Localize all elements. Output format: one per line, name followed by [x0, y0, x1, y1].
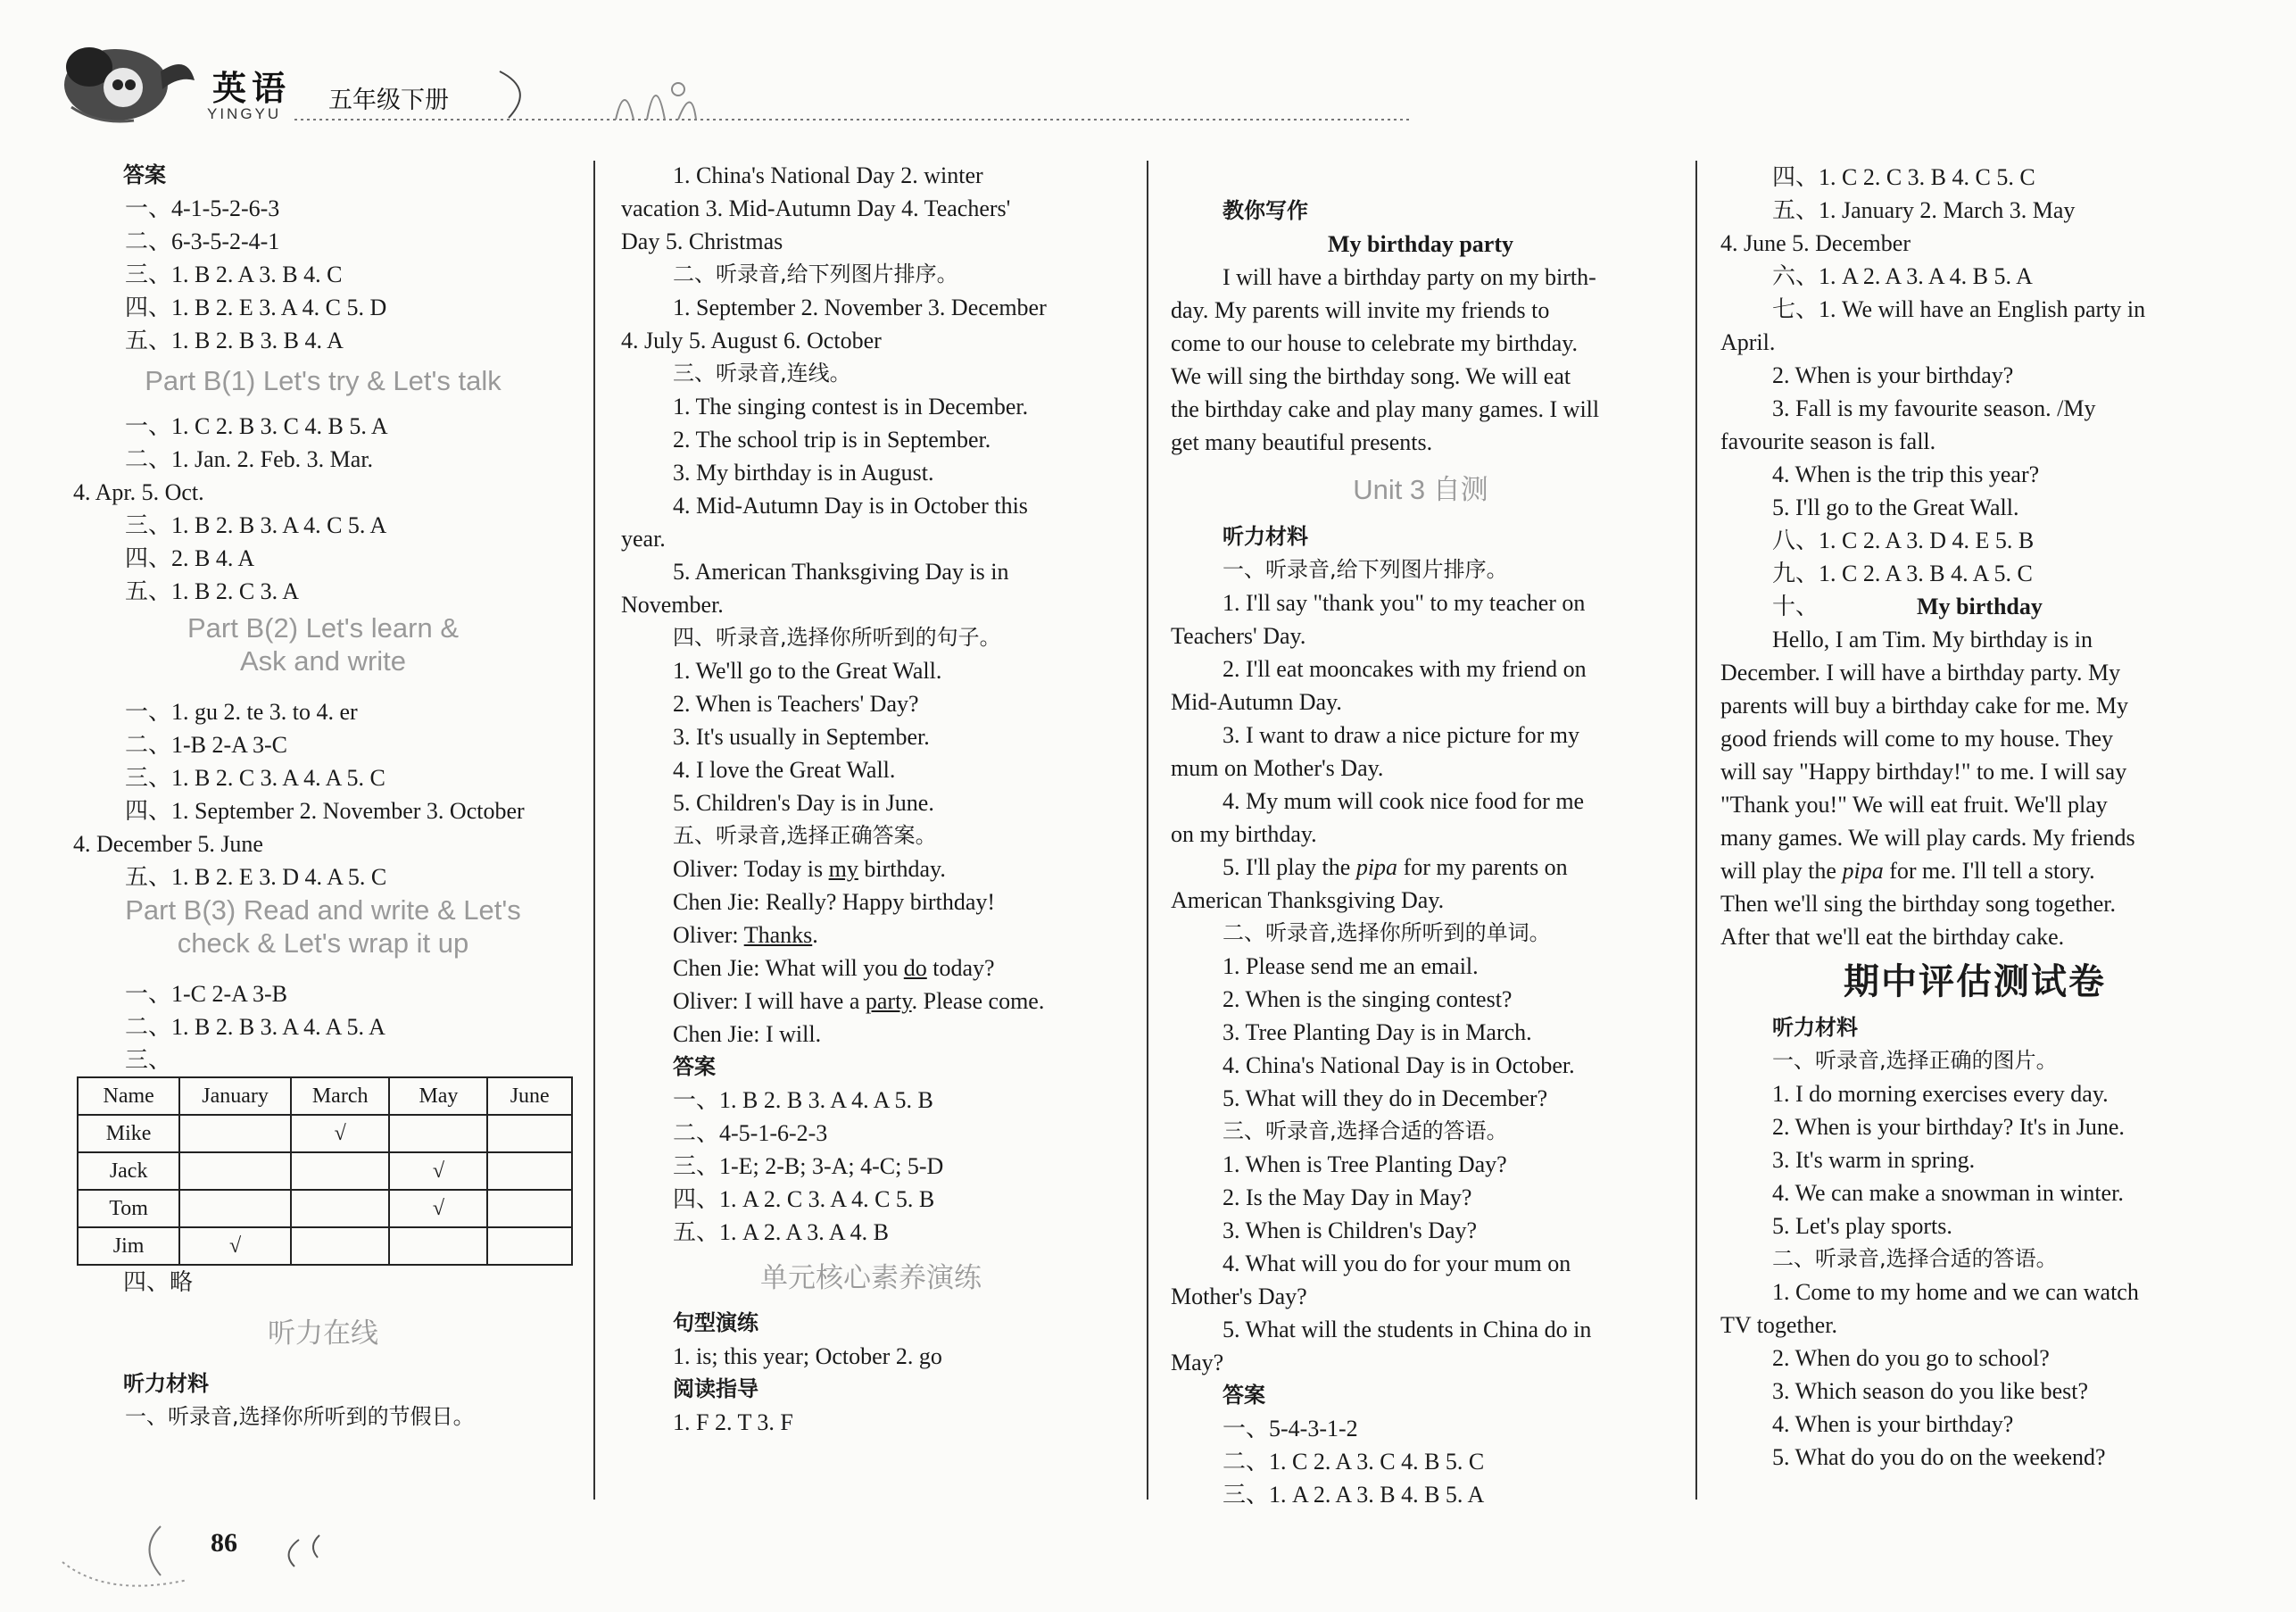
- text-line: 3. Which season do you like best?: [1772, 1378, 2089, 1404]
- section-title-core: 单元核心素养演练: [760, 1262, 982, 1293]
- table-cell-name: Jim: [78, 1227, 179, 1265]
- text-line: 5. American Thanksgiving Day is in: [673, 559, 1009, 585]
- answer-line: 一、1. C 2. B 3. C 4. B 5. A: [125, 413, 388, 439]
- text-line: 1. Please send me an email.: [1223, 953, 1479, 979]
- table-header-row: [78, 1077, 572, 1115]
- text-line: 三、听录音,连线。: [673, 361, 851, 386]
- answer-line: 二、1. C 2. A 3. C 4. B 5. C: [1223, 1449, 1485, 1475]
- text-line: 4. When is your birthday?: [1772, 1411, 2014, 1437]
- underlined-word: Thanks: [743, 922, 813, 948]
- text-part: for me. I'll tell a story.: [1883, 858, 2095, 884]
- essay-line: parents will buy a birthday cake for me. My: [1720, 693, 2129, 719]
- essay-line: good friends will come to my house. They: [1720, 726, 2114, 752]
- answer-line: 3. Fall is my favourite season. /My: [1772, 395, 2096, 421]
- answers-heading: 答案: [123, 162, 166, 187]
- essay-line: will say "Happy birthday!" to me. I will say: [1720, 759, 2127, 785]
- column-divider: [593, 161, 595, 1500]
- answer-line: 四、2. B 4. A: [125, 545, 255, 571]
- dialogue-line: Chen Jie: Really? Happy birthday!: [673, 889, 996, 915]
- text-line: 1. September 2. November 3. December: [673, 295, 1047, 320]
- answer-line: 三、1-E; 2-B; 3-A; 4-C; 5-D: [673, 1153, 944, 1179]
- section-title-part-b3-sub: check & Let's wrap it up: [177, 927, 469, 959]
- dialogue-text: today?: [926, 955, 995, 981]
- dialogue-line: Chen Jie: I will.: [673, 1021, 822, 1047]
- text-line: Mid-Autumn Day.: [1171, 689, 1342, 715]
- answer-line: 4. June 5. December: [1720, 230, 1911, 256]
- text-line: 2. When do you go to school?: [1772, 1345, 2050, 1371]
- answer-line: 1. F 2. T 3. F: [673, 1409, 793, 1435]
- essay-line: Then we'll sing the birthday song together.: [1720, 891, 2116, 917]
- table-cell: √: [389, 1152, 487, 1190]
- text-line: 3. I want to draw a nice picture for my: [1223, 722, 1579, 748]
- answer-line: April.: [1720, 329, 1776, 355]
- answer-line: 八、1. C 2. A 3. D 4. E 5. B: [1772, 528, 2035, 553]
- reading-heading: 阅读指导: [673, 1376, 758, 1401]
- underlined-word: party: [865, 988, 912, 1014]
- answer-line: [1720, 590, 2229, 623]
- answer-line: 四、1. A 2. C 3. A 4. C 5. B: [673, 1186, 935, 1212]
- dialogue-text: Chen Jie: What will you: [673, 955, 904, 981]
- underlined-word: do: [903, 955, 927, 981]
- page-header: [0, 0, 2296, 143]
- essay-title: My birthday party: [1328, 231, 1513, 257]
- drill-heading: 句型演练: [673, 1310, 758, 1335]
- midterm-title: 期中评估测试卷: [1844, 961, 2106, 1002]
- answer-line: favourite season is fall.: [1720, 428, 1936, 454]
- text-line: 3. Tree Planting Day is in March.: [1223, 1019, 1532, 1045]
- text-line: 5. What will the students in China do in: [1223, 1317, 1592, 1342]
- table-cell: [487, 1115, 572, 1152]
- essay-title: My birthday: [1917, 594, 2043, 619]
- text-line: 5. What will they do in December?: [1223, 1085, 1548, 1111]
- text-line: 2. Is the May Day in May?: [1223, 1184, 1472, 1210]
- listening-heading: 听力材料: [1772, 1015, 1858, 1040]
- answer-line: 一、1-C 2-A 3-B: [125, 981, 288, 1007]
- answers-heading: 答案: [673, 1054, 716, 1079]
- answer-line: 三、1. A 2. A 3. B 4. B 5. A: [1223, 1482, 1485, 1508]
- answer-line: 三、1. B 2. A 3. B 4. C: [125, 262, 343, 287]
- essay-line: come to our house to celebrate my birthday.: [1171, 330, 1579, 356]
- table-header-cell: May: [389, 1077, 487, 1115]
- listening-heading: 听力材料: [1223, 524, 1308, 549]
- dialogue-line: [621, 985, 1121, 1018]
- text-line: 3. It's usually in September.: [673, 724, 930, 750]
- text-line: 1. Come to my home and we can watch: [1772, 1279, 2139, 1305]
- dialogue-line: [621, 852, 1121, 885]
- essay-line: We will sing the birthday song. We will eat: [1171, 363, 1571, 389]
- text-line: Day 5. Christmas: [621, 229, 783, 254]
- table-cell: [179, 1190, 291, 1227]
- essay-line: After that we'll eat the birthday cake.: [1720, 924, 2065, 950]
- answer-line: 三、1. B 2. C 3. A 4. A 5. C: [125, 765, 385, 791]
- table-row: [78, 1115, 572, 1152]
- essay-line: day. My parents will invite my friends to: [1171, 297, 1550, 323]
- text-line: [1171, 851, 1670, 884]
- section-title-part-b2-sub: Ask and write: [239, 645, 407, 677]
- answer-number: 十、: [1772, 594, 1819, 619]
- section-title-part-b1: Part B(1) Let's try & Let's talk: [145, 365, 501, 396]
- text-line: 4. Mid-Autumn Day is in October this: [673, 493, 1028, 519]
- answers-heading: 答案: [1223, 1383, 1265, 1408]
- text-line: 2. The school trip is in September.: [673, 427, 991, 453]
- dialogue-text: Oliver: I will have a: [673, 988, 866, 1014]
- table-cell: √: [291, 1115, 390, 1152]
- text-line: 二、听录音,选择你所听到的单词。: [1223, 920, 1551, 945]
- answer-line: 四、略: [123, 1269, 194, 1295]
- listening-heading: 听力材料: [123, 1371, 209, 1396]
- birthday-month-table: [77, 1076, 573, 1266]
- mascot-logo-icon: [62, 36, 196, 134]
- table-cell: [179, 1152, 291, 1190]
- section-title-part-b3: Part B(3) Read and write & Let's: [125, 894, 521, 926]
- text-line: May?: [1171, 1350, 1224, 1375]
- column-4: [1720, 161, 2229, 1474]
- text-line: year.: [621, 526, 666, 552]
- text-part: for my parents on: [1397, 854, 1568, 880]
- answer-line: 五、1. A 2. A 3. A 4. B: [673, 1219, 889, 1245]
- text-line: mum on Mother's Day.: [1171, 755, 1384, 781]
- answer-line: 九、1. C 2. A 3. B 4. A 5. C: [1772, 561, 2033, 586]
- text-line: 4. July 5. August 6. October: [621, 328, 882, 353]
- table-row: [78, 1190, 572, 1227]
- text-line: American Thanksgiving Day.: [1171, 887, 1445, 913]
- text-line: 5. Let's play sports.: [1772, 1213, 1952, 1239]
- text-line: 2. When is your birthday? It's in June.: [1772, 1114, 2125, 1140]
- text-line: TV together.: [1720, 1312, 1837, 1338]
- answer-line: 三、1. B 2. B 3. A 4. C 5. A: [125, 512, 387, 538]
- column-2: [621, 159, 1121, 1439]
- answer-line: 三、: [125, 1047, 172, 1073]
- answer-line: 4. When is the trip this year?: [1772, 461, 2040, 487]
- essay-line: [1720, 854, 2229, 887]
- text-line: 四、听录音,选择你所听到的句子。: [673, 625, 1001, 650]
- text-line: 1. When is Tree Planting Day?: [1223, 1151, 1507, 1177]
- table-row: [78, 1227, 572, 1265]
- answer-line: 一、1. B 2. B 3. A 4. A 5. B: [673, 1087, 933, 1113]
- essay-line: get many beautiful presents.: [1171, 429, 1433, 455]
- text-line: 一、听录音,给下列图片排序。: [1223, 557, 1508, 582]
- text-line: 2. When is the singing contest?: [1223, 986, 1513, 1012]
- header-decoration: [294, 62, 1419, 125]
- dialogue-text: Oliver:: [673, 922, 744, 948]
- subject-pinyin: YINGYU: [207, 105, 282, 122]
- text-line: 4. I love the Great Wall.: [673, 757, 896, 783]
- text-line: 一、听录音,选择正确的图片。: [1772, 1048, 2058, 1073]
- text-line: 2. I'll eat mooncakes with my friend on: [1223, 656, 1587, 682]
- answer-line: 四、1. B 2. E 3. A 4. C 5. D: [125, 295, 387, 320]
- answer-line: 4. Apr. 5. Oct.: [73, 479, 204, 505]
- answer-line: 二、1-B 2-A 3-C: [125, 732, 288, 758]
- table-cell: √: [179, 1227, 291, 1265]
- text-line: 4. My mum will cook nice food for me: [1223, 788, 1585, 814]
- essay-line: I will have a birthday party on my birth-: [1223, 264, 1596, 290]
- table-cell-name: Mike: [78, 1115, 179, 1152]
- text-line: 二、听录音,给下列图片排序。: [673, 262, 958, 287]
- answer-line: 四、1. C 2. C 3. B 4. C 5. C: [1772, 164, 2035, 190]
- answer-line: 4. December 5. June: [73, 831, 263, 857]
- answer-line: 二、4-5-1-6-2-3: [673, 1120, 828, 1146]
- table-cell: [389, 1115, 487, 1152]
- answer-line: 二、1. B 2. B 3. A 4. A 5. A: [125, 1014, 385, 1040]
- text-line: Teachers' Day.: [1171, 623, 1306, 649]
- essay-line: "Thank you!" We will eat fruit. We'll play: [1720, 792, 2108, 818]
- answer-line: 一、1. gu 2. te 3. to 4. er: [125, 699, 358, 725]
- column-divider: [1695, 161, 1697, 1500]
- section-title-part-b2: Part B(2) Let's learn &: [187, 612, 459, 644]
- text-line: Mother's Day?: [1171, 1284, 1307, 1309]
- answer-line: 二、6-3-5-2-4-1: [125, 229, 280, 254]
- page-number: 86: [211, 1528, 237, 1558]
- table-row: [78, 1152, 572, 1190]
- table-cell: √: [389, 1190, 487, 1227]
- text-line: 1. I do morning exercises every day.: [1772, 1081, 2109, 1107]
- text-line: 三、听录音,选择合适的答语。: [1223, 1118, 1508, 1143]
- text-line: 二、听录音,选择合适的答语。: [1772, 1246, 2058, 1271]
- writing-heading: 教你写作: [1223, 198, 1308, 223]
- table-header-cell: March: [291, 1077, 390, 1115]
- essay-line: many games. We will play cards. My friends: [1720, 825, 2135, 851]
- dialogue-text: Oliver: Today is: [673, 856, 829, 882]
- table-cell: [487, 1190, 572, 1227]
- subject-title: 英语: [212, 69, 292, 108]
- dialogue-text: .: [812, 922, 818, 948]
- table-cell-name: Tom: [78, 1190, 179, 1227]
- table-header-cell: Name: [78, 1077, 179, 1115]
- answer-line: 四、1. September 2. November 3. October: [125, 798, 525, 824]
- dialogue-line: [621, 918, 1121, 951]
- essay-line: Hello, I am Tim. My birthday is in: [1772, 627, 2093, 652]
- table-header-cell: June: [487, 1077, 572, 1115]
- section-title-unit3: Unit 3 自测: [1353, 474, 1488, 505]
- essay-line: December. I will have a birthday party. My: [1720, 660, 2121, 686]
- text-line: 5. What do you do on the weekend?: [1772, 1444, 2106, 1470]
- text-line: 4. What will you do for your mum on: [1223, 1251, 1571, 1276]
- italic-word: pipa: [1842, 858, 1884, 884]
- text-line: 1. We'll go to the Great Wall.: [673, 658, 942, 684]
- answer-line: 二、1. Jan. 2. Feb. 3. Mar.: [125, 446, 374, 472]
- answer-line: 1. is; this year; October 2. go: [673, 1343, 942, 1369]
- column-divider: [1147, 161, 1148, 1500]
- dialogue-text: birthday.: [858, 856, 946, 882]
- underlined-word: my: [828, 856, 858, 882]
- table-cell: [179, 1115, 291, 1152]
- dialogue-text: . Please come.: [911, 988, 1045, 1014]
- answer-line: 五、1. January 2. March 3. May: [1772, 197, 2076, 223]
- answer-line: 2. When is your birthday?: [1772, 362, 2014, 388]
- section-title-listening: 听力在线: [268, 1317, 378, 1349]
- text-line: 3. When is Children's Day?: [1223, 1217, 1478, 1243]
- text-line: 五、听录音,选择正确答案。: [673, 823, 937, 848]
- table-cell: [291, 1152, 390, 1190]
- table-cell: [291, 1190, 390, 1227]
- dialogue-line: [621, 951, 1121, 985]
- table-cell: [291, 1227, 390, 1265]
- answer-line: 五、1. B 2. E 3. D 4. A 5. C: [125, 864, 387, 890]
- column-1: [73, 159, 573, 1433]
- text-part: 5. I'll play the: [1223, 854, 1356, 880]
- answer-line: 六、1. A 2. A 3. A 4. B 5. A: [1772, 263, 2033, 289]
- text-line: on my birthday.: [1171, 821, 1317, 847]
- italic-word: pipa: [1355, 854, 1398, 880]
- column-3: [1171, 195, 1670, 1511]
- listening-line: 一、听录音,选择你所听到的节假日。: [125, 1404, 475, 1429]
- text-line: 5. Children's Day is in June.: [673, 790, 934, 816]
- table-cell-name: Jack: [78, 1152, 179, 1190]
- table-cell: [487, 1227, 572, 1265]
- text-line: 3. It's warm in spring.: [1772, 1147, 1976, 1173]
- grade-label: 五年级下册: [328, 87, 449, 114]
- answer-line: 一、4-1-5-2-6-3: [125, 195, 280, 221]
- table-header-cell: January: [179, 1077, 291, 1115]
- text-line: 4. China's National Day is in October.: [1223, 1052, 1575, 1078]
- table-cell: [389, 1227, 487, 1265]
- text-line: 3. My birthday is in August.: [673, 460, 934, 486]
- answer-line: 五、1. B 2. C 3. A: [125, 578, 300, 604]
- answer-line: 五、1. B 2. B 3. B 4. A: [125, 328, 344, 353]
- essay-line: the birthday cake and play many games. I will: [1171, 396, 1600, 422]
- text-line: vacation 3. Mid-Autumn Day 4. Teachers': [621, 195, 1011, 221]
- text-line: 2. When is Teachers' Day?: [673, 691, 919, 717]
- answer-line: 七、1. We will have an English party in: [1772, 296, 2146, 322]
- text-line: 1. The singing contest is in December.: [673, 394, 1029, 420]
- table-cell: [487, 1152, 572, 1190]
- answer-line: 5. I'll go to the Great Wall.: [1772, 494, 2019, 520]
- text-line: 4. We can make a snowman in winter.: [1772, 1180, 2124, 1206]
- text-line: 1. I'll say "thank you" to my teacher on: [1223, 590, 1586, 616]
- text-line: November.: [621, 592, 724, 618]
- text-part: will play the: [1720, 858, 1843, 884]
- answer-line: 一、5-4-3-1-2: [1223, 1416, 1358, 1442]
- footer-decoration: [54, 1508, 357, 1598]
- text-line: 1. China's National Day 2. winter: [673, 162, 983, 188]
